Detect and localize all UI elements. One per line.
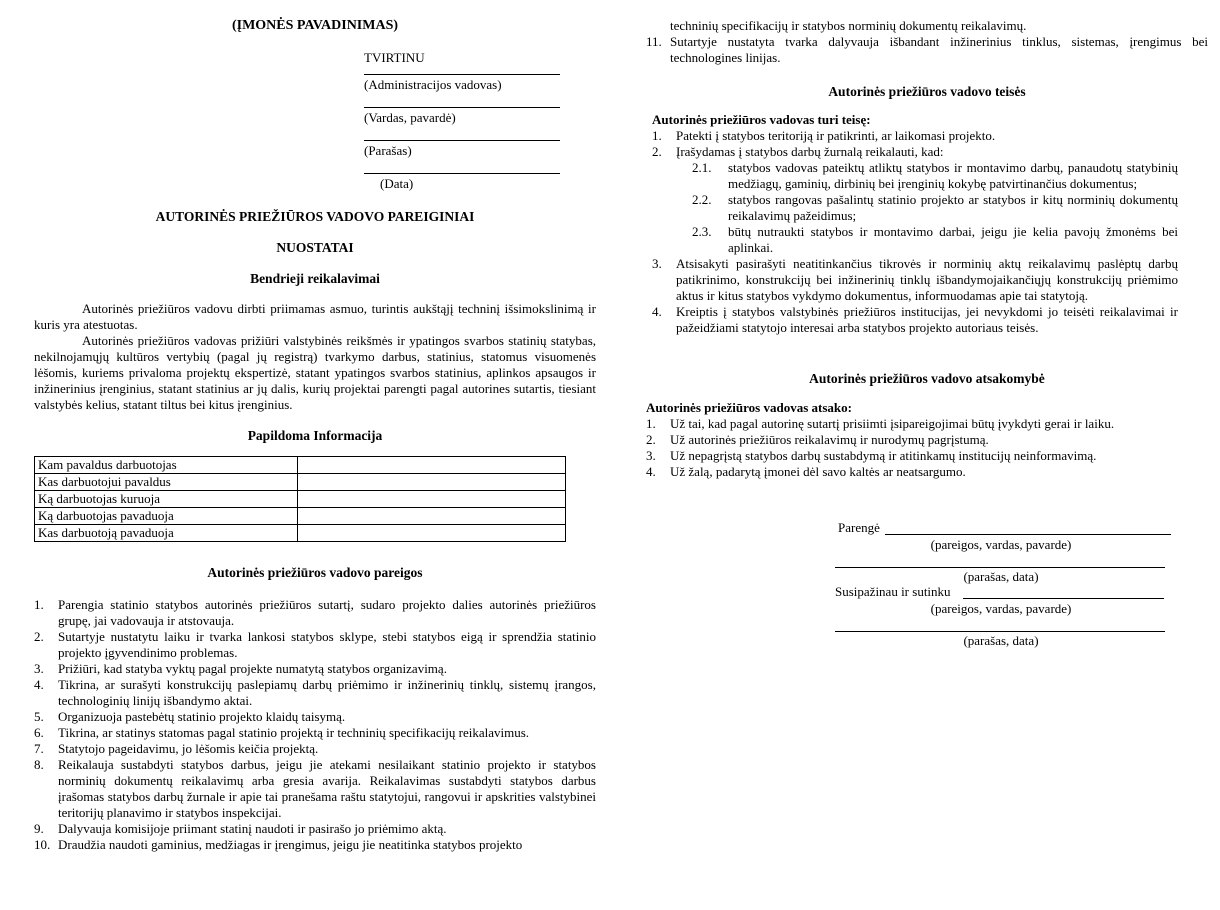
list-number: 1. [652,128,662,143]
list-text: Tikrina, ar statinys statomas pagal statinio projektą ir techninių specifikacijų reikalavimus. [58,725,530,740]
table-cell-value[interactable] [298,525,566,542]
prepared-line[interactable] [885,534,1171,535]
list-item [646,448,1120,464]
list-text: Prižiūri, kad statyba vyktų pagal projekte numatytą statybos organizavimą. [58,661,447,676]
table-cell-label: Kas darbuotojui pavaldus [35,474,298,491]
list-text: Organizuoja pastebėtų statinio projekto klaidų taisymą. [58,709,346,724]
list-number: 3. [34,661,44,676]
list-number: 11. [646,34,662,49]
list-text: Parengia statinio statybos autorinės priežiūros sutartį, sudaro projekto dalies autorinės priežiūros grupę, jai vadovauja ir atstovauja. [58,597,596,628]
signature-date-caption: (parašas, data) [963,569,1039,584]
table-row [35,457,566,474]
table-row [35,474,566,491]
list-number: 1. [34,597,44,612]
company-name: (ĮMONĖS PAVADINIMAS) [231,18,399,33]
responsibility-intro: Autorinės priežiūros vadovas atsako: [646,400,852,415]
list-text: statybos vadovas pateiktų atliktų statybos ir montavimo darbų, panaudotų statybinių medžiagų, gaminių, dirbinių bei įrenginių kokybę patvirtinančius dokumentus; [728,160,1178,191]
duty-10-continuation: techninių specifikacijų ir statybos norminių dokumentų reikalavimų. [670,18,1027,33]
section-heading-rights: Autorinės priežiūros vadovo teisės [828,84,1026,99]
list-text: Už tai, kad pagal autorinę sutartį prisiimti įsipareigojimai būtų įvykdyti gerai ir laiku. [670,416,1115,431]
list-number: 2. [646,432,656,447]
list-number: 2.3. [692,224,712,239]
list-text: Už žalą, padarytą įmonei dėl savo kaltės ar neatsargumo. [670,464,966,479]
document-title: AUTORINĖS PRIEŽIŪROS VADOVO PAREIGINIAI [155,209,475,224]
section-heading-general: Bendrieji reikalavimai [250,271,380,286]
list-number: 3. [646,448,656,463]
list-item [34,821,596,837]
list-text: Įrašydamas į statybos darbų žurnalą reikalauti, kad: [676,144,944,159]
list-text: statybos rangovas pašalintų statinio projekto ar statybos ir kitų norminių dokumentų reikalavimų pažeidimus; [728,192,1178,223]
signature-line[interactable] [835,631,1165,632]
signature-date-caption: (parašas, data) [963,633,1039,648]
sublist-item [692,224,1178,256]
acquainted-label: Susipažinau ir sutinku [835,584,951,599]
table-cell-value[interactable] [298,491,566,508]
table-cell-value[interactable] [298,474,566,491]
list-item [646,416,1120,432]
list-text: Tikrina, ar surašyti konstrukcijų paslepiamų darbų priėmimo ir inžinerinių tinklų, sistemų įrangos, technologinių linijų išbandymo aktai. [58,677,596,708]
table-cell-value[interactable] [298,508,566,525]
list-item [646,432,1120,448]
table-cell-value[interactable] [298,457,566,474]
acquainted-line[interactable] [963,598,1164,599]
table-cell-label: Kas darbuotoją pavaduoja [35,525,298,542]
list-item [34,757,596,821]
list-text: Reikalauja sustabdyti statybos darbus, jeigu jie atekami nesilaikant statinio projekto ir statybos norminių dokumentų reikalavimų arba gresia avarija. Reikalavimas sustabdyti statybos darbus įrašomas statybos darbų žurnale ir apie tai pranešama raštu statytojui, rangovui ir apskrities valstybinei teritorijų planavimo ir statybos inspekcijai. [58,757,596,820]
position-name-caption: (pareigos, vardas, pavarde) [930,537,1072,552]
table-row [35,491,566,508]
list-number: 9. [34,821,44,836]
list-number: 6. [34,725,44,740]
list-text: būtų nutraukti statybos ir montavimo darbai, jeigu jie kelia pavojų žmonėms bei aplinkai. [728,224,1178,255]
subrights-list [676,160,1178,256]
sublist-item [692,192,1178,224]
list-text: Sutartyje nustatyta tvarka dalyvauja išbandant inžinerinius tinklus, sistemas, įrengimus bei technologines linijas. [670,34,1208,65]
table-row [35,525,566,542]
list-text: Patekti į statybos teritoriją ir patikrinti, ar laikomasi projekto. [676,128,996,143]
table-row [35,508,566,525]
rights-list [652,128,1178,336]
list-text: Dalyvauja komisijoje priimant statinį naudoti ir pasirašo jo priėmimo aktą. [58,821,447,836]
list-text: Atsisakyti pasirašyti neatitinkančius tikrovės ir norminių aktų reikalavimų paslėptų darbų patikrinimo, konstrukcijų bei inžinerinių tinklų išbandymojaikančiųjų konstrukcijų priėmimo aktus ir kitus statybos vykdymo dokumentus, informuodamas apie tai statytoją. [676,256,1178,303]
duties-list-continued [646,34,1208,66]
approval-block [364,50,560,192]
approve-field: (Data) [380,176,414,191]
section-heading-responsibility: Autorinės priežiūros vadovo atsakomybė [809,371,1045,386]
general-paragraph-2: Autorinės priežiūros vadovas prižiūri valstybinės reikšmės ir ypatingos svarbos statinių statybas, nekilnojamųjų kultūros vertybių (pagal jų registrą) tvarkymo darbus, statinius, statomus visuomenės lėšomis, kuriems privaloma projektų ekspertizė, statant ypatingos svarbos statinius, aplinkos apsaugos ir inžinerinius įrenginius, statant statinius ar jų dalis, kurių projektai parengti pagal autorines sutartis, tiesiant valstybės kelius, statant tiltus bei kitus įrenginius. [34,333,596,412]
list-number: 4. [652,304,662,319]
list-number: 2. [652,144,662,159]
duties-list [34,597,596,853]
list-item [652,128,1178,144]
list-item [652,144,1178,256]
list-text: Sutartyje nustatytu laiku ir tvarka lankosi statybos sklype, stebi statybos eigą ir sprendžia statinio projekto įgyvendinimo problemas. [58,629,596,660]
sublist-item [692,160,1178,192]
list-item [34,597,596,629]
list-text: Už autorinės priežiūros reikalavimų ir nurodymų pagrįstumą. [670,432,989,447]
document-subtitle: NUOSTATAI [276,240,354,255]
list-number: 4. [34,677,44,692]
approve-field: (Administracijos vadovas) [364,77,502,92]
list-number: 2.1. [692,160,712,175]
list-number: 8. [34,757,44,772]
list-item [34,725,596,741]
table-cell-label: Ką darbuotojas kuruoja [35,491,298,508]
responsibility-list [646,416,1120,480]
list-number: 1. [646,416,656,431]
list-item [646,464,1120,480]
list-item [34,661,596,677]
table-cell-label: Kam pavaldus darbuotojas [35,457,298,474]
list-item [652,304,1178,336]
list-number: 4. [646,464,656,479]
position-name-caption: (pareigos, vardas, pavarde) [930,601,1072,616]
section-heading-info: Papildoma Informacija [247,428,383,443]
list-text: Statytojo pageidavimu, jo lėšomis keičia projektą. [58,741,319,756]
approve-field: (Parašas) [364,143,412,158]
list-item [652,256,1178,304]
list-item [646,34,1208,66]
list-text: Kreiptis į statybos valstybinės priežiūros institucijas, jei nevykdomi jo teisėti reikalavimai ir pažeidžiami statytojo interesai arba statybos projekto autoriaus teisės. [676,304,1178,335]
list-number: 2. [34,629,44,644]
section-heading-duties: Autorinės priežiūros vadovo pareigos [207,565,423,580]
list-number: 3. [652,256,662,271]
general-paragraph-1: Autorinės priežiūros vadovu dirbti priimamas asmuo, turintis aukštąjį techninį išsimokslinimą ir kuris yra atestuotas. [34,301,596,332]
list-text: Draudžia naudoti gaminius, medžiagas ir įrengimus, jeigu jie neatitinka statybos projekto [58,837,523,852]
approve-field: (Vardas, pavardė) [364,110,456,125]
list-text: Už nepagrįstą statybos darbų sustabdymą ir atitinkamų institucijų neinformavimą. [670,448,1097,463]
info-table [34,456,566,542]
list-item [34,741,596,757]
list-number: 2.2. [692,192,712,207]
approve-title: TVIRTINU [364,50,425,65]
prepared-label: Parengė [838,520,880,535]
list-item [34,629,596,661]
signature-line[interactable] [835,567,1165,568]
list-number: 10. [34,837,51,852]
list-item [34,837,596,853]
list-item [34,677,596,709]
rights-intro: Autorinės priežiūros vadovas turi teisę: [652,112,871,127]
list-number: 5. [34,709,44,724]
list-number: 7. [34,741,44,756]
list-item [34,709,596,725]
table-cell-label: Ką darbuotojas pavaduoja [35,508,298,525]
